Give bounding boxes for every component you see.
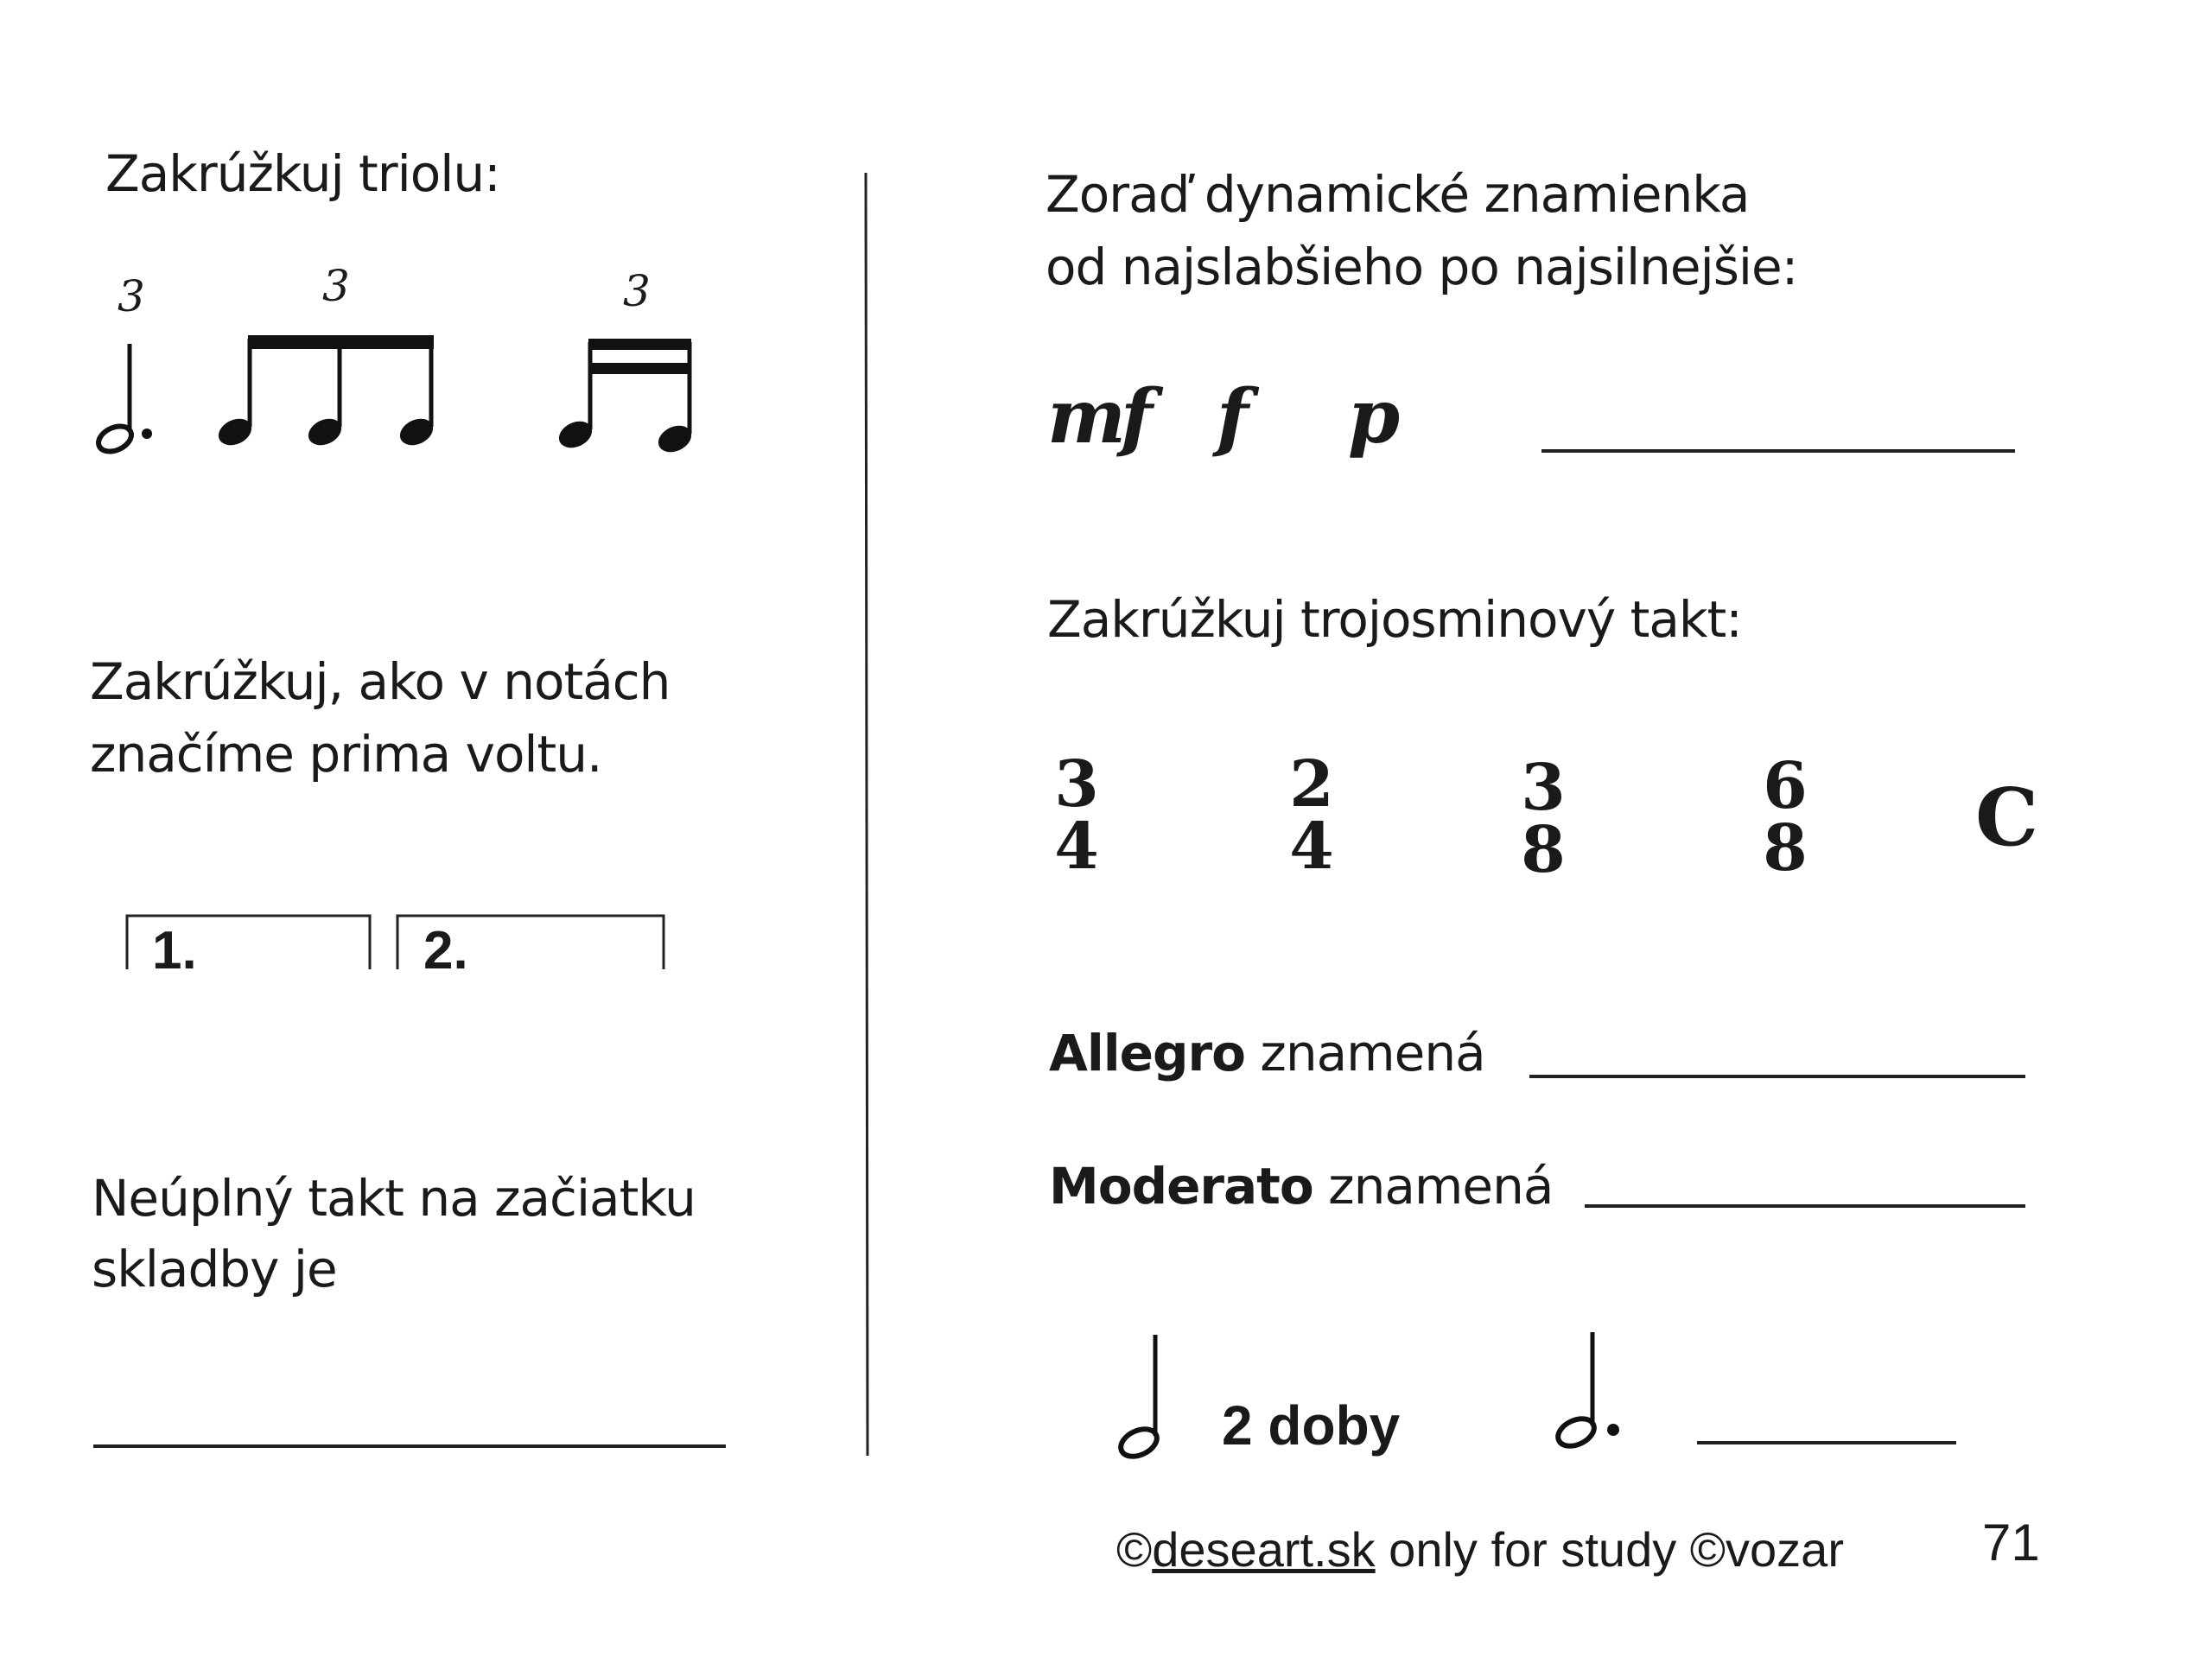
volta-1-label[interactable]: 1. bbox=[152, 921, 197, 981]
time-signature-top: 2 bbox=[1289, 747, 1334, 822]
dynamic-p: p bbox=[1348, 373, 1401, 460]
time-signature-top: 6 bbox=[1763, 749, 1808, 823]
time-signature-3-8[interactable] bbox=[1517, 751, 1569, 887]
time-signature-top: 3 bbox=[1521, 751, 1566, 825]
dotted-half-note-answer-line[interactable] bbox=[1697, 1441, 1956, 1444]
time-signature-top: 3 bbox=[1054, 747, 1099, 822]
dotted-half-note bbox=[1554, 1332, 1619, 1451]
common-time-symbol[interactable]: C bbox=[1975, 771, 2039, 864]
volta-brackets bbox=[127, 916, 664, 969]
moderato-rest: znamená bbox=[1328, 1157, 1554, 1216]
allegro-term: Allegro bbox=[1049, 1024, 1245, 1082]
volta-question-line-1: Zakrúžkuj, ako v notách bbox=[90, 652, 671, 711]
time-signature-2-4[interactable] bbox=[1286, 747, 1338, 884]
tuplet-number-3: 3 bbox=[623, 266, 651, 316]
anacrusis-answer-line[interactable] bbox=[93, 1444, 726, 1448]
anacrusis-question-line-2: skladby je bbox=[92, 1240, 337, 1298]
time-signature-6-8[interactable] bbox=[1759, 749, 1811, 886]
dynamic-mf: mf bbox=[1047, 373, 1147, 460]
allegro-question bbox=[1049, 1024, 1485, 1082]
copyright-symbol: © bbox=[1116, 1522, 1153, 1577]
site-link[interactable]: deseart.sk bbox=[1152, 1522, 1376, 1577]
time-signature-bottom: 4 bbox=[1054, 809, 1099, 884]
copyright-footer bbox=[1116, 1522, 1844, 1577]
moderato-term: Moderato bbox=[1049, 1157, 1313, 1216]
volta-question-line-2: značíme prima voltu. bbox=[90, 725, 602, 784]
sixteenth-notes-option[interactable] bbox=[555, 339, 696, 457]
tuplet-number-2: 3 bbox=[322, 261, 350, 311]
dynamics-answer-line[interactable] bbox=[1541, 449, 2015, 453]
copyright-text: only for study ©vozar bbox=[1389, 1522, 1844, 1577]
dynamics-question-line-1: Zoraď dynamické znamienka bbox=[1046, 165, 1750, 224]
moderato-question bbox=[1049, 1157, 1554, 1216]
time-signature-bottom: 8 bbox=[1763, 811, 1808, 886]
volta-2-label[interactable]: 2. bbox=[423, 921, 468, 981]
column-divider bbox=[866, 173, 868, 1456]
dotted-half-note-option[interactable] bbox=[94, 344, 152, 456]
moderato-answer-line[interactable] bbox=[1585, 1204, 2025, 1208]
page-number: 71 bbox=[1982, 1514, 2040, 1571]
anacrusis-question-line-1: Neúplný takt na začiatku bbox=[92, 1169, 696, 1228]
half-note-value: 2 doby bbox=[1222, 1394, 1401, 1457]
dynamics-question-line-2: od najslabšieho po najsilnejšie: bbox=[1046, 238, 1798, 296]
eighth-note-triplet-option[interactable] bbox=[214, 335, 437, 450]
allegro-rest: znamená bbox=[1260, 1024, 1485, 1082]
allegro-answer-line[interactable] bbox=[1529, 1075, 2025, 1078]
time-signature-3-4[interactable] bbox=[1051, 747, 1103, 884]
half-note bbox=[1116, 1335, 1161, 1462]
time-signature-bottom: 8 bbox=[1521, 813, 1566, 887]
dynamic-f: f bbox=[1217, 373, 1249, 460]
time-signature-bottom: 4 bbox=[1289, 809, 1334, 884]
triplet-question: Zakrúžkuj triolu: bbox=[105, 144, 500, 203]
time-signature-question: Zakrúžkuj trojosminový takt: bbox=[1047, 590, 1742, 649]
tuplet-number-1: 3 bbox=[118, 271, 145, 321]
